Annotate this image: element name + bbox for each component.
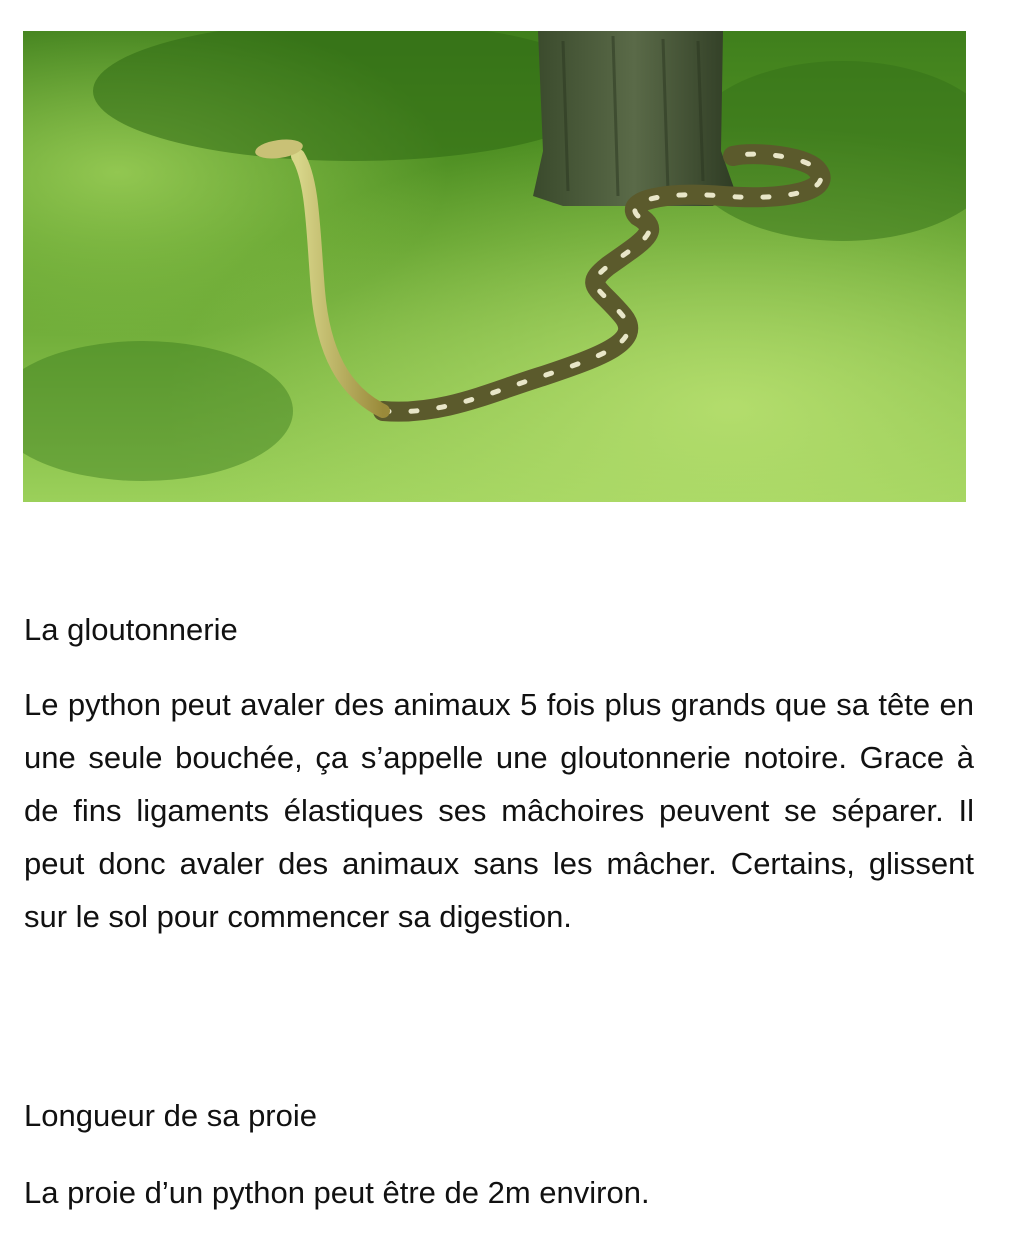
section-heading-gluttony: La gloutonnerie — [24, 612, 238, 647]
python-photo — [23, 31, 966, 502]
section-heading-prey-length: Longueur de sa proie — [24, 1098, 318, 1133]
section-body-gluttony: Le python peut avaler des animaux 5 fois plus grands que sa tête en une seule bouchée, ça s’appelle une gloutonnerie notoire. Grace à de fins ligaments élastiques ses mâchoires peuvent se séparer. Il peut donc avaler des animaux sans les mâcher. Certains, glissent sur le sol pour commencer sa digestion. — [24, 687, 974, 934]
section-body-prey-length: La proie d’un python peut être de 2m environ. — [24, 1175, 650, 1210]
